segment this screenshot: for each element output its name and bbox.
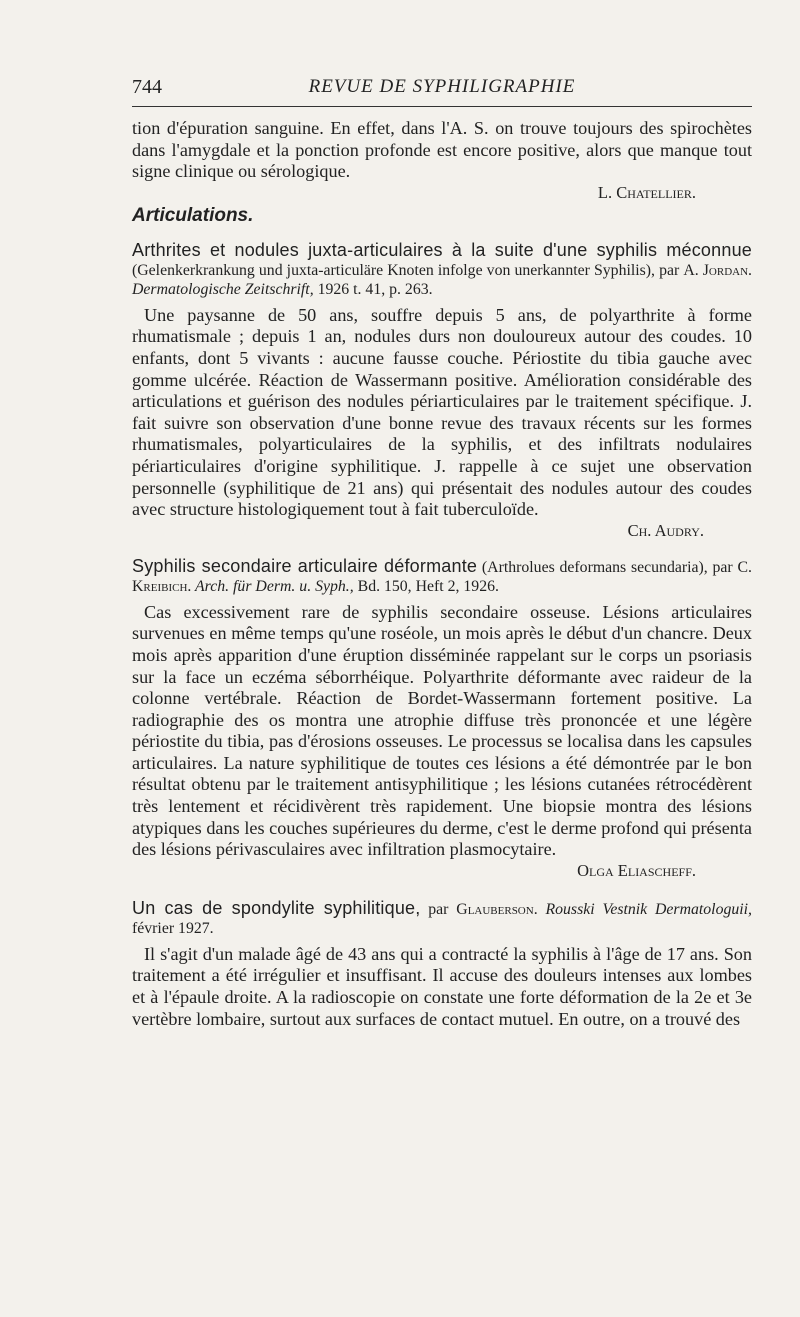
- article-3-title: Un cas de spondylite syphilitique,: [132, 897, 421, 918]
- article-2-ref: (Arthrolues deformans secundaria), par: [477, 558, 738, 576]
- article-1-author: A. Jordan.: [683, 261, 752, 279]
- text-body: [132, 118, 752, 1030]
- article-2-ref-tail: Bd. 150, Heft 2, 1926.: [353, 577, 499, 595]
- article-1-body: Une paysanne de 50 ans, souffre depuis 5 ans, de polyarthrite à forme rhumatismale ; depuis 1 an, nodules durs non douloureux autour des coudes. 10 enfants, dont 5 vivants : aucune fausse couche. Périostite du tibia gauche avec gomme ulcérée. Réaction de Wassermann positive. Amélioration considérable des articulations et guérison des nodules périarticulaires par le traitement spécifique. J. fait suivre son observation d'une bonne revue des travaux récents sur les formes rhumatismales, polyarticulaires de la syphilis, et des infiltrats nodulaires périarticulaires d'origine syphilitique. J. rappelle à ce sujet une observation personnelle (syphilitique de 21 ans) qui présentait des nodules autour des coudes avec structure histologiquement tout à fait tuberculoïde.: [132, 304, 752, 520]
- article-3-ref-tail: février 1927.: [132, 919, 214, 937]
- article-1: [132, 241, 752, 541]
- article-2-signature: Olga Eliascheff.: [577, 860, 696, 880]
- article-1-title: Arthrites et nodules juxta-articulaires à la suite d'une syphilis méconnue: [132, 239, 752, 260]
- running-header: [132, 70, 752, 107]
- article-3-journal: Rousski Vestnik Dermatologuii,: [537, 900, 752, 918]
- article-1-heading: [132, 241, 752, 299]
- article-3-body: Il s'agit d'un malade âgé de 43 ans qui a contracté la syphilis à l'âge de 17 ans. Son traitement a été irrégulier et insuffisant. Il accuse des douleurs intenses aux lombes et à l'épaule droite. A la radioscopie on constate une forte déformation de la 2e et 3e vertèbre lombaire, surtout aux surfaces de contact mutuel. En outre, on a trouvé des: [132, 943, 752, 1029]
- article-1-ref: (Gelenkerkrankung und juxta-articuläre Knoten infolge von unerkannter Syphilis), par: [132, 261, 684, 279]
- article-2-author: C. Kreibich.: [132, 558, 752, 595]
- article-2-body: Cas excessivement rare de syphilis secondaire osseuse. Lésions articulaires survenues en même temps qu'une roséole, un mois après le début d'un chancre. Deux mois après apparition d'une éruption disséminée rappelant sur le corps un psoriasis sur la face un eczéma séborrhéique. Polyarthrite déformante avec raideur de la colonne vertébrale. Réaction de Bordet-Wassermann fortement positive. La radiographie des os montra une atrophie diffuse très prononcée et une légère périostite du tibia, pas d'érosions osseuses. Le processus se localisa dans les capsules articulaires. La nature syphilitique de toutes ces lésions a été démontrée par le bon résultat obtenu par le traitement antisyphilitique ; les lésions cutanées rétrocédèrent très lentement et récidivèrent très rapidement. Une biopsie montra des lésions atypiques dans les couches supérieures du derme, c'est le derme profond qui présenta des lésions périvasculaires avec infiltration plasmocytaire.: [132, 601, 752, 860]
- article-2-title: Syphilis secondaire articulaire déformante: [132, 555, 478, 576]
- article-3: [132, 899, 752, 1030]
- article-3-ref: par: [420, 900, 457, 918]
- article-1-signature: Ch. Audry.: [627, 520, 704, 540]
- article-3-author: Glauberson.: [456, 900, 538, 918]
- article-3-heading: [132, 899, 752, 938]
- page-number: 744: [132, 76, 162, 98]
- article-2-journal: Arch. für Derm. u. Syph.,: [191, 577, 354, 595]
- article-1-journal: Dermatologische Zeitschrift,: [132, 280, 314, 298]
- article-2-heading: [132, 557, 752, 596]
- intro-paragraph: tion d'épuration sanguine. En effet, dans l'A. S. on trouve toujours des spirochètes dans l'amygdale et la ponction profonde est encore positive, alors que manque tout signe clinique ou sérologique.: [132, 118, 752, 182]
- intro-signature: L. Chatellier.: [597, 182, 696, 202]
- article-1-ref-tail: 1926 t. 41, p. 263.: [313, 280, 433, 298]
- section-title: Articulations.: [132, 204, 254, 226]
- article-2: [132, 557, 752, 881]
- running-title: REVUE DE SYPHILIGRAPHIE: [308, 76, 576, 97]
